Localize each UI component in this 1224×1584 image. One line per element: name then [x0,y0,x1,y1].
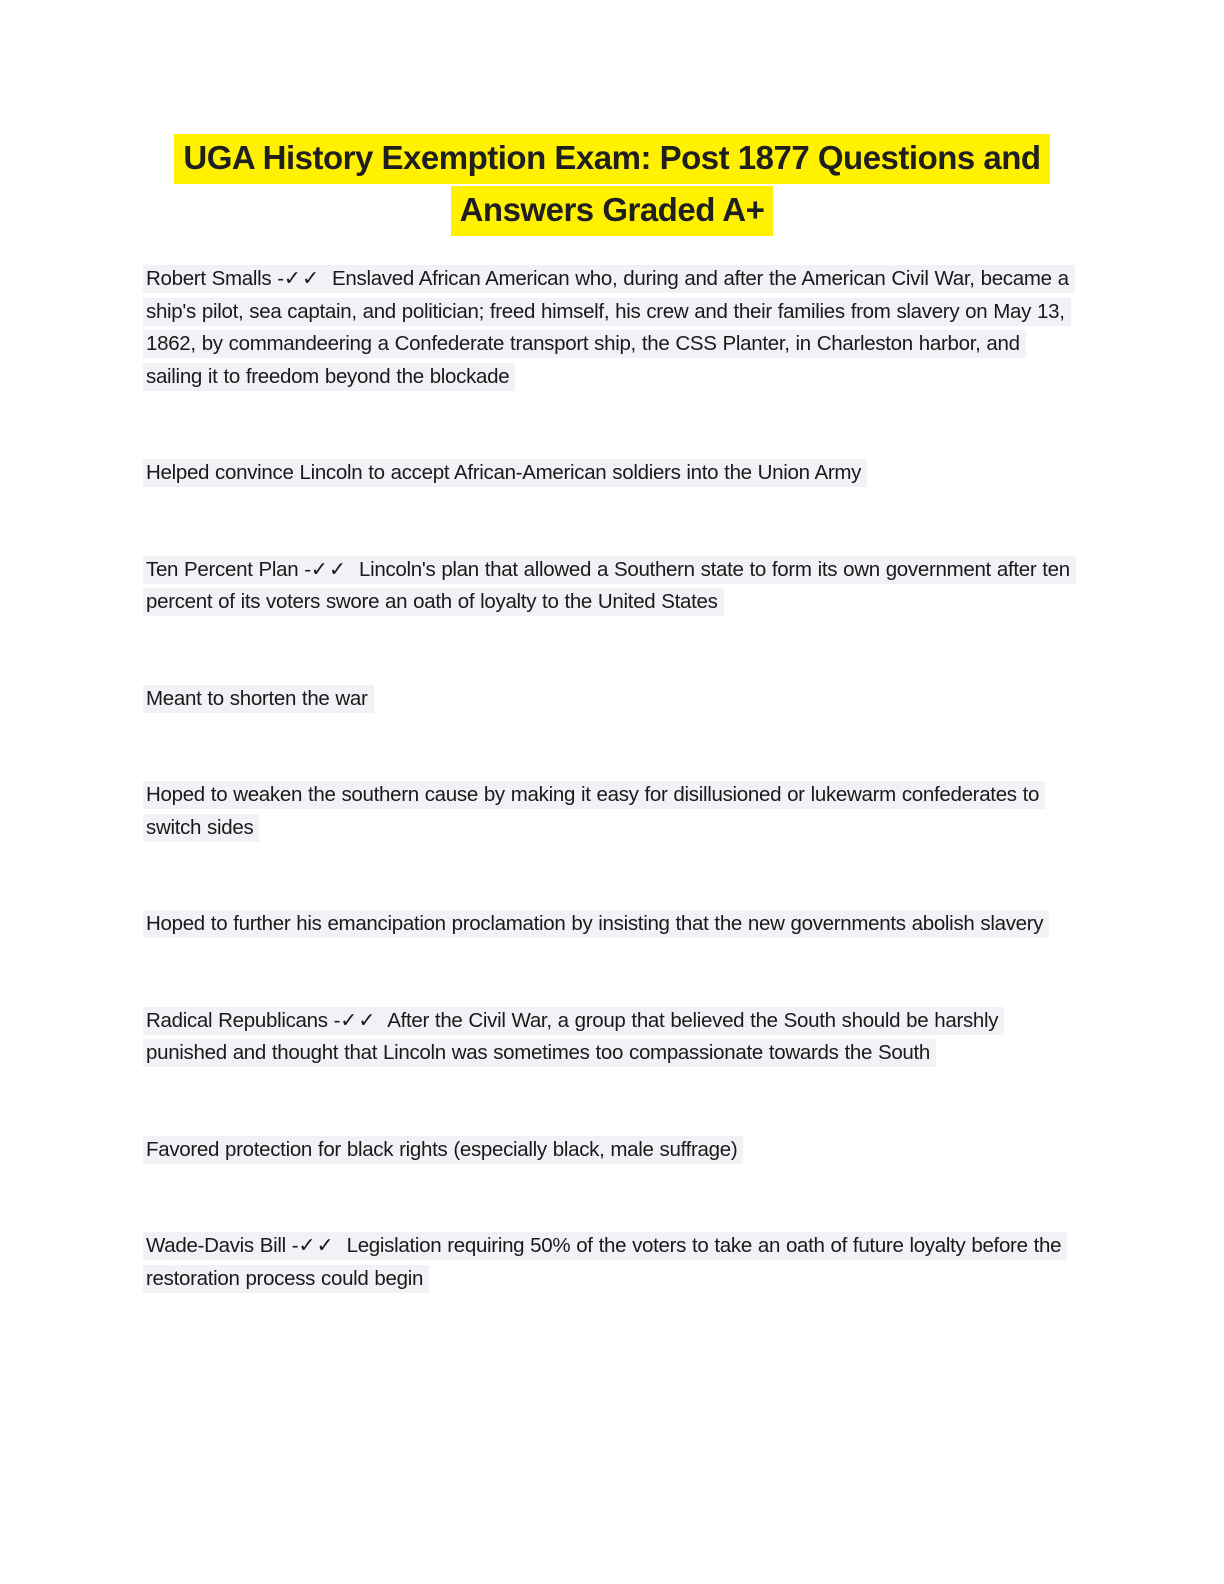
qa-answer: Lincoln's plan that allowed a Southern state to form its own government after ten percent of its voters swore an oath of loyalty to the United States [146,557,1070,613]
qa-highlight [143,556,1076,617]
qa-highlight [143,1136,743,1164]
qa-highlight [143,781,1045,842]
qa-term: Ten Percent Plan - [146,557,311,581]
qa-entry [143,683,1081,716]
qa-entry [143,263,1081,393]
qa-answer: Legislation requiring 50% of the voters to take an oath of future loyalty before the restoration process could begin [146,1234,1062,1290]
qa-entry [143,1134,1081,1167]
qa-highlight [143,265,1075,391]
checkmark-marker: ✓✓ [340,1008,377,1032]
qa-answer: Helped convince Lincoln to accept African-American soldiers into the Union Army [146,461,862,484]
qa-entry [143,908,1081,941]
checkmark-marker: ✓✓ [310,557,348,581]
qa-answer: After the Civil War, a group that believed the South should be harshly punished and thought that Lincoln was sometimes too compassionate towards the South [146,1008,999,1064]
qa-highlight [143,685,374,713]
page-title [147,132,1077,236]
qa-answer: Meant to shorten the war [146,686,368,710]
checkmark-marker: ✓✓ [298,1234,335,1257]
qa-highlight [143,910,1049,938]
checkmark-marker: ✓✓ [283,267,321,290]
qa-entry [143,779,1081,844]
qa-term: Wade-Davis Bill - [146,1234,299,1257]
qa-entry [143,1230,1081,1295]
qa-highlight [143,1007,1004,1068]
qa-term: Robert Smalls - [146,267,284,290]
title-highlight: UGA History Exemption Exam: Post 1877 Questions and Answers Graded A+ [174,134,1049,236]
qa-highlight [143,459,867,487]
qa-answer: Hoped to weaken the southern cause by making it easy for disillusioned or lukewarm confederates to switch sides [146,783,1040,839]
qa-highlight [143,1232,1067,1293]
qa-answer: Hoped to further his emancipation proclamation by insisting that the new governments abolish slavery [146,912,1044,935]
qa-answer: Favored protection for black rights (especially black, male suffrage) [146,1137,738,1161]
qa-answer: Enslaved African American who, during and after the American Civil War, became a ship's pilot, sea captain, and politician; freed himself, his crew and their families from slavery on May 13, 1862, by commandeering a Confederate transport ship, the CSS Planter, in Charleston harbor, and sailing it to freedom beyond the blockade [146,267,1069,388]
qa-entry [143,457,1081,490]
document-body [143,263,1081,1295]
qa-entry [143,1005,1081,1070]
qa-term: Radical Republicans - [146,1008,341,1032]
qa-entry [143,554,1081,619]
